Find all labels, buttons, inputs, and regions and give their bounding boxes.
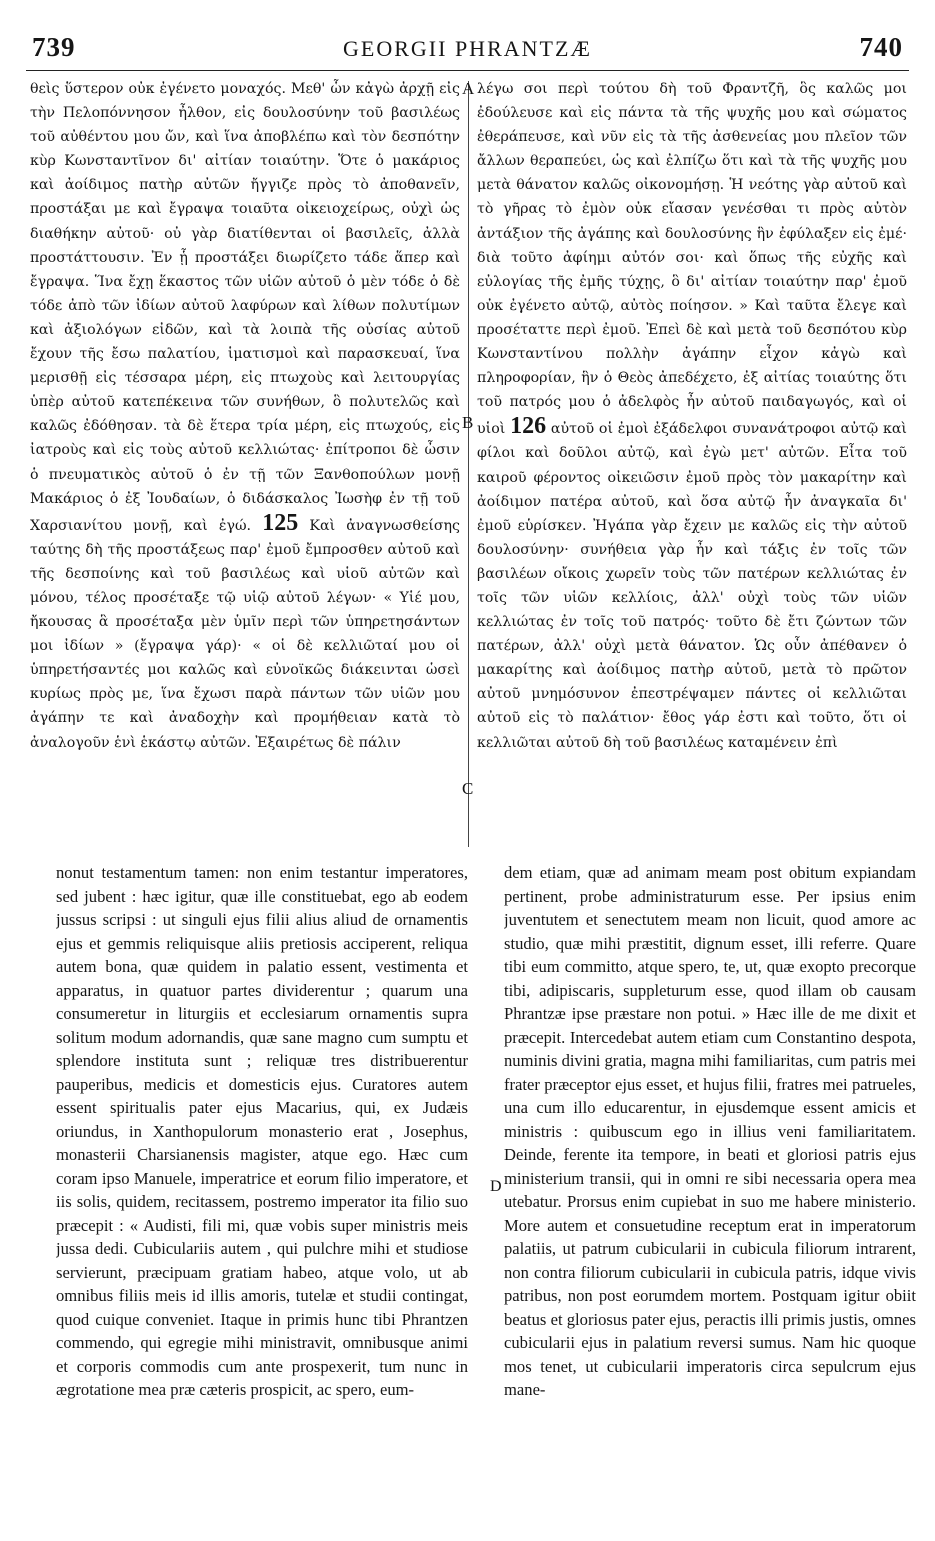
greek-paragraph [477, 77, 907, 755]
greek-text-right-cont: αὐτοῦ οἱ ἐμοὶ ἐξάδελφοι συνανάτροφοι αὐτῷ καὶ φίλοι καὶ δοῦλοι αὐτῷ, καὶ ἐγὼ μετ' αὐτῶν. Εἶτα τοῦ καιροῦ φέροντος οἰκειῶσιν ἐμοῦ πρὸς τὸν μακαρίτην καὶ ἀοίδιμον πατέρα αὐτοῦ, καὶ ὅσα αὐτῷ ἦν ἀναγκαῖα δι' ἐμοῦ εὑρίσκεν. Ἠγάπα γὰρ ἔχειν με καλῶς εἰς τὴν αὐτοῦ δουλοσύνην· συνήθεια γὰρ ἦν καὶ τάξις ἐν τοῖς τῶν βασιλέων οἴκοις χωρεῖν τοὺς τῶν πατέρων κελλιώτας ἐν τοῖς τῶν υἱῶν κελλίοις, ἀλλ' οὐχὶ τοὺς τῶν υἱῶν κελλιώτας ἐν τοῖς τοῦ πατρός· τοῦτο δὲ ἔτι ζώντων τῶν πατέρων, ἀλλ' οὐχὶ μετὰ θάνατον. Ὡς οὖν ἀπέθανεν ὁ μακαρίτης καὶ ἀοίδιμος πατὴρ αὐτοῦ, μετὰ τὸ πρῶτον αὐτοῦ μνημόσυνον ἐπεστρέψαμεν πάντες οἱ κελλιῶται αὐτοῦ εἰς τὸ παλάτιον· ἔθος γάρ ἐστι καὶ τοῦτο, ὅτι οἱ κελλιῶται αὐτοῦ δὴ τοῦ βασιλέως καταμένειν ἐπὶ [477, 421, 907, 751]
greek-text-left-cont: Καὶ ἀναγνωσθείσης ταύτης δὴ τῆς προστάξεως παρ' ἐμοῦ ἔμπροσθεν αὐτοῦ καὶ τῆς δεσποίνης καὶ τοῦ βασιλέως καὶ υἱοῦ αὐτῶν καὶ μόνου, τέλος προσέταξε τῷ υἱῷ αὐτοῦ λέγων· « Υἱέ μου, ἤκουσας ἃ προσέταξα μὲν ὑμῖν περὶ τῶν ὑπηρετησάντων μοι ἰδίων » (ἔγραψα γάρ)· « οἱ δὲ κελλιῶταί μου οἱ ὑπηρετήσαντές μοι καλῶς καὶ εὐνοϊκῶς διάκεινται ὡσεὶ κυρίως πρὸς με, ἵνα ἔχωσι παρὰ πάντων τῶν υἱῶν μου ἀγάπην τε καὶ ἀναδοχὴν καὶ προμήθειαν κατὰ τὸ ἀναλογοῦν ἑνὶ ἑκάστῳ αὐτῶν. Ἐξαιρέτως δὲ πάλιν [30, 517, 460, 751]
column-divider [468, 81, 469, 847]
margin-letter-a: A [462, 79, 475, 98]
latin-text-block [26, 861, 916, 1541]
latin-text-right: dem etiam, quæ ad animam meam post obitum expiandam pertinent, probe administraturum esse. Per ipsius enim juventutem et senectutem meam non licuit, quod amore ac studio, quæ mihi præstitit, dignum esset, illi referre. Quare tibi eum committo, atque spero, te, ut, quæ exopto precorque tibi, adipiscaris, suppleturum esse, quod illam ob causam Phrantzæ ipse præstare non potui. » Hæc ille de me dixit et præcepit. Intercedebat autem etiam cum Constantino despota, numinis divini gratia, magna mihi familiaritas, cum patris mei frater præceptor ejus esset, et hujus filii, fratres mei patrueles, una cum illo educarentur, in ejusdemque essent amicis et ministris : quibuscum ego in illius veni familiaritatem. Deinde, ferente ita tempore, in beati et gloriosi patris ejus ministerium transii, qui in omni re sibi necessaria opera mea utebatur. Prorsus enim cupiebat in suo me habere ministerio. More autem et consuetudine receptum erat in imperatorum palatiis, ut patrum cubicularii in cubicula filiorum intrarent, non contra filiorum cubicularii in cubicula patris, idque vivis patribus, non post eorumdem mortem. Postquam igitur obiit beatus et gloriosus pater ejus, peractis illi primis justis, omnes cubicularii ejus in palatium reversi sumus. Nam hic quoque mos tenet, ut cubicularii imperatoris circa sepulcrum ejus mane- [504, 863, 916, 1399]
page-number-right: 740 [859, 32, 903, 62]
running-title: GEORGII PHRANTZÆ [343, 36, 592, 61]
greek-text-left: θεὶς ὕστερον οὐκ ἐγένετο μοναχός. Μεθ' ὧν κἀγὼ ἀρχῇ εἰς τὴν Πελοπόννησον ἦλθον, εἰς δουλοσύνην τοῦ βασιλέως τοῦ αὐθέντου μου ὤν, καὶ ἵνα ἀποβλέπω καὶ τὸν δεσπότην κὺρ Κωνσταντῖνον δι' αἰτίαν τοιαύτην. Ὅτε ὁ μακάριος καὶ ἀοίδιμος πατὴρ αὐτῶν ἤγγιζε πρὸς τὸ ἀποθανεῖν, προστάξαι με καὶ ἔγραψα τοιαῦτα οἰκειοχείρως, οὐχὶ ὡς διαθήκην αὐτοῦ· οὐ γὰρ διατίθενται οἱ βασιλεῖς, ἀλλὰ προστάττουσιν. Ἐν ᾗ προστάξει διωρίζετο τάδε ἅπερ καὶ ἔγραψα. Ἵνα ἔχῃ ἕκαστος τῶν υἱῶν αὐτοῦ ὁ μὲν τόδε ὁ δὲ τόδε ἀπὸ τῶν ἰδίων αὐτοῦ λαφύρων καὶ λίθων πολυτίμων καὶ ἀξιολόγων εἰδῶν, καὶ τὰ λοιπὰ τῆς οὐσίας αὐτοῦ ἔχουν τῆς ἔσω παλατίου, ἱματισμοὶ καὶ παρασκευαί, ἵνα μερισθῇ εἰς τέσσαρα μέρη, εἰς πτωχοὺς καὶ λειτουργίας ὑπὲρ αὐτοῦ κατεπέκεινα τῶν συνήθων, ὃ πολυτελῶς καὶ καλῶς ἐδόθησαν. τὰ δὲ ἕτερα τρία μέρη, εἰς πτωχούς, εἰς ἰατροὺς καὶ εἰς τοὺς αὐτοῦ κελλιώτας· ἐπίτροποι δὲ ὦσιν ὁ πνευματικὸς αὐτοῦ ὁ ἐν τῇ τῶν Ξανθοπούλων μονῇ Μακάριος ὁ ἐξ Ἰουδαίων, ὁ διδάσκαλος Ἰωσὴφ ἐν τῇ τοῦ Χαρσιανίτου μονῇ, καὶ ἐγώ. [30, 81, 460, 534]
margin-letter-b: B [462, 413, 474, 432]
running-header [26, 30, 909, 70]
section-number: 125 [262, 509, 299, 536]
margin-letter-c: C [462, 779, 474, 798]
greek-paragraph [30, 77, 460, 755]
greek-text-right: λέγω σοι περὶ τούτου δὴ τοῦ Φραντζῆ, ὃς καλῶς μοι ἐδούλευσε καὶ εἰς πάντα τὰ τῆς ψυχῆς μου καὶ σώματος ἐθεράπευσε, καὶ νῦν εἰς τὰ τῆς ἀσθενείας μου πλεῖον τῶν ἄλλων θεραπεύει, ὡς καὶ ἐλπίζω ὅτι καὶ τὰ τῆς ψυχῆς μου μετὰ θάνατον καλῶς οἰκονομήσῃ. Ἡ νεότης γὰρ αὐτοῦ καὶ τὸ γῆρας τὸ ἐμὸν οὐκ εἴασαν γενέσθαι τι πρὸς αὐτὸν ἀντάξιον τῆς ἀγάπης καὶ δουλοσύνης ἣν ἐφύλαξεν εἰς ἐμέ· διὰ τοῦτο ἀφίημι αὐτόν σοι· καὶ ὅπως τῆς εὐχῆς καὶ εὐλογίας τῆς ἐμῆς τύχῃς, ὃ δι' αἰτίαν τοιαύτην παρ' ἐμοῦ οὐκ ἐγένετο αὐτῷ, αὐτὸς ποίησον. » Καὶ ταῦτα ἔλεγε καὶ προσέταττε περὶ ἐμοῦ. Ἐπεὶ δὲ καὶ μετὰ τοῦ δεσπότου κὺρ Κωνσταντίνου πολλὴν ἀγάπην εἶχον κἀγὼ καὶ πληροφορίαν, ἣν ὁ Θεὸς ἀπεδέχετο, ἐξ αἰτίας τοιαύτης ὅτι τοῦ πατρός μου ὁ ἀδελφὸς ἦν αὐτοῦ παιδαγωγός, καὶ οἱ υἱοὶ [477, 81, 907, 438]
latin-column-left [56, 861, 468, 1541]
margin-letter-d: D [490, 1178, 502, 1195]
greek-column-left [30, 77, 460, 849]
page-number-left: 739 [32, 32, 76, 62]
header-rule [26, 70, 909, 71]
greek-text-block [26, 77, 909, 849]
greek-column-right [477, 77, 907, 849]
latin-column-right [504, 861, 916, 1541]
latin-text-left: nonut testamentum tamen: non enim testantur imperatores, sed jubent : hæc igitur, quæ ille constituebat, ego ab eodem jussus scripsi : ut singuli ejus filii alius aliud de ornamentis ejus et gemmis reliquisque aliis pretiosis acciperent, reliqua autem bona, quæ quidem in palatio essent, vestimenta et apparatus, in quatuor partes dividerentur ; quarum una consumeretur in liturgiis et ecclesiarum ornamentis supra solitum modum adornandis, quæ sane magno cum sumptu et splendore instituta sunt ; reliquæ tres distribuerentur pauperibus, medicis et domesticis ejus. Curatores autem essent spiritualis pater ejus Macarius, qui, ex Judæis oriundus, in Xanthopulorum monasterio erat , Josephus, monasterii Charsianensis magister, atque ego. Hæc cum coram ipso Manuele, imperatrice et eorum filio imperatore, et iis solis, quidem, recitassem, postremo imperator ita filio suo præcepit : « Audisti, fili mi, quæ vobis super ministris meis jussa dedi. Cubiculariis autem , qui pulchre mihi et studiose servierunt, præcipuam gratiam habeo, atque volo, ut ab omnibus filiis meis id illis amoris, tutelæ et studii contingat, quod cuique conveniet. Itaque in primis hunc tibi Phrantzen commendo, qui egregie mihi ministravit, omnibusque animi et corporis commodis cum ante prospexerit, tum nunc in ægrotatione mea præ cæteris prospicit, ac spero, eum- [56, 863, 468, 1399]
section-number: 126 [510, 413, 547, 440]
